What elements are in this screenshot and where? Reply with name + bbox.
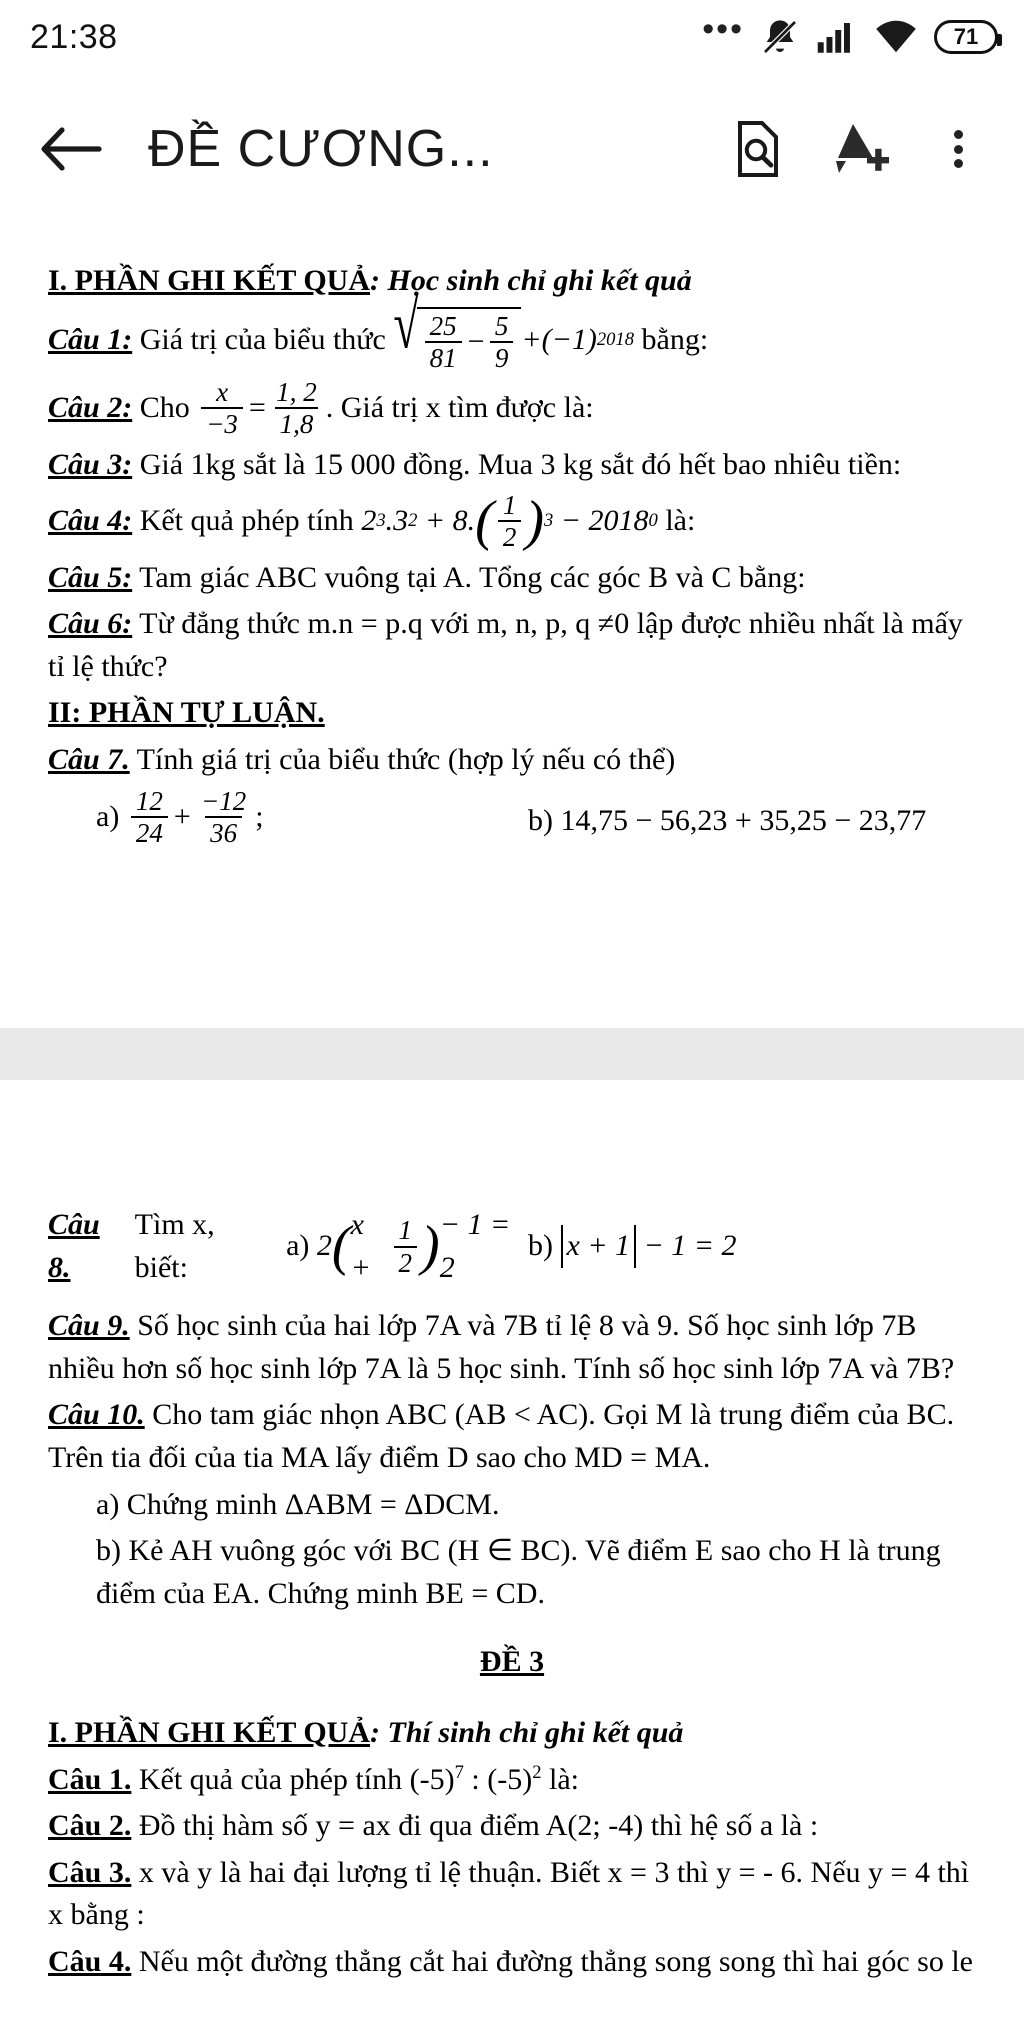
search-in-document-icon[interactable] (728, 119, 788, 179)
p2-question-1: Câu 1. Kết quả của phép tính $(-5)^7$ : $(-5)^2$ là: (48, 1761, 579, 1796)
document-page-2 (0, 1080, 1024, 2018)
back-arrow-icon[interactable] (34, 113, 106, 185)
p2-question-4: Câu 4. Nếu một đường thẳng cắt hai đường thẳng song song thì hai góc so le (48, 1944, 973, 1978)
status-icons (702, 10, 998, 57)
overflow-menu-icon[interactable] (928, 119, 988, 179)
app-bar-actions (728, 119, 996, 179)
question-7b: b) 14,75 − 56,23 + 35,25 − 23,77 (528, 803, 927, 837)
document-page-1 (0, 224, 1024, 1028)
p2-question-2: Câu 2. Đồ thị hàm số y = ax đi qua điểm A(2; -4) thì hệ số a là : (48, 1809, 819, 1843)
question-10a: a) Chứng minh ΔABM = ΔDCM. (96, 1487, 500, 1521)
p2-question-3: Câu 3. x và y là hai đại lượng tỉ lệ thuận. Biết x = 3 thì y = - 6. Nếu y = 4 thì x bằng : (48, 1855, 970, 1932)
status-clock: 21:38 (30, 17, 118, 56)
section-heading-2: II: PHẦN TỰ LUẬN. (48, 696, 325, 730)
save-to-drive-icon[interactable] (828, 119, 888, 179)
question-7a: a) $\frac{12}{24}$ + $\frac{-12}{36}$ ; (96, 785, 264, 848)
question-4: Câu 4: Kết quả phép tính 2 3 .3 2 + 8. ( $\frac{1}{2}$ ) 3 − 2018 0 là: (48, 490, 696, 553)
battery-level: 71 (953, 24, 979, 49)
status-bar (0, 0, 1024, 74)
page-title: ĐỀ CƯƠNG... (148, 120, 494, 178)
question-10: Câu 10. Cho tam giác nhọn ABC (AB < AC). Gọi M là trung điểm của BC. Trên tia đối của tia MA lấy điểm D sao cho MD = MA. (48, 1398, 955, 1474)
de3-heading: ĐỀ 3 (479, 1645, 545, 1679)
question-8b: b) x + 1 − 1 = 2 (528, 1225, 737, 1268)
question-3: Câu 3: Giá 1kg sắt là 15 000 đồng. Mua 3 kg sắt đó hết bao nhiêu tiền: (48, 447, 902, 481)
question-10b: b) Kẻ AH vuông góc với BC (H ∈ BC). Vẽ điểm E sao cho H là trung điểm của EA. Chứng minh BE = CD. (96, 1534, 941, 1610)
wifi-icon (874, 19, 918, 55)
question-5: Câu 5: Tam giác ABC vuông tại A. Tổng các góc B và C bằng: (48, 560, 806, 594)
signal-icon (816, 19, 858, 55)
app-bar (0, 74, 1024, 224)
page-separator (0, 1028, 1024, 1080)
section-heading-1: I. PHẦN GHI KẾT QUẢ: Học sinh chỉ ghi kết quả (48, 264, 692, 297)
question-2: Câu 2: Cho $\frac{x}{-3}$ = $\frac{1, 2}{1,8}$ . Giá trị x tìm được là: (48, 377, 594, 440)
question-6: Câu 6: Từ đẳng thức m.n = p.q với m, n, p, q ≠0 lập được nhiều nhất là mấy tỉ lệ thức? (48, 607, 963, 683)
battery-indicator (934, 20, 998, 54)
question-1: Câu 1: Giá trị của biểu thức √ $\frac{25}{81}$ − $\frac{5}{9}$ +(−1) 2018 bằng: (48, 285, 709, 373)
question-7-parts (48, 786, 976, 848)
more-dots-icon: ••• (702, 10, 744, 48)
question-9: Câu 9. Số học sinh của hai lớp 7A và 7B tỉ lệ 8 và 9. Số học sinh lớp 7B nhiều hơn số học sinh lớp 7A là 5 học sinh. Tính số học sinh lớp 7A và 7B? (48, 1309, 955, 1385)
document-viewer[interactable] (0, 224, 1024, 1978)
question-7: Câu 7. Tính giá trị của biểu thức (hợp lý nếu có thể) (48, 742, 676, 776)
question-8: Câu 8. Tìm x, biết: a) 2 ( x + $\frac{1}{2}$ ) − 1 = 2 b) x + 1 − 1 = 2 (48, 1208, 737, 1284)
notification-off-icon (760, 17, 800, 57)
p2-section-heading-1: I. PHẦN GHI KẾT QUẢ: Thí sinh chỉ ghi kết quả (48, 1715, 684, 1749)
